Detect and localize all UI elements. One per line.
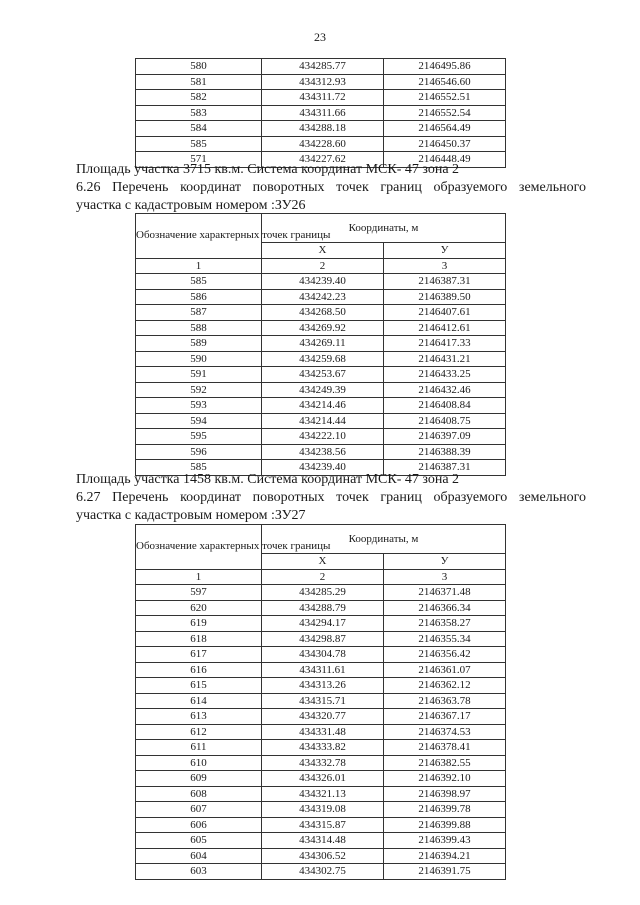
y-coordinate-cell: 2146356.42 [384,647,506,663]
point-number-cell: 586 [136,289,262,305]
point-number-cell: 594 [136,413,262,429]
header-coordinates: Координаты, м [262,525,506,554]
x-coordinate-cell: 434319.08 [262,802,384,818]
table-row [136,367,506,383]
x-coordinate-cell: 434288.18 [262,121,384,137]
point-number-cell: 603 [136,864,262,880]
header-col-number-1: 1 [136,258,262,274]
point-number-cell: 615 [136,678,262,694]
table-row [136,616,506,632]
table-row [136,833,506,849]
y-coordinate-cell: 2146431.21 [384,351,506,367]
page-number: 23 [314,30,326,44]
x-coordinate-cell: 434313.26 [262,678,384,694]
y-coordinate-cell: 2146392.10 [384,771,506,787]
table-row [136,429,506,445]
y-coordinate-cell: 2146363.78 [384,693,506,709]
header-x: X [262,243,384,259]
x-coordinate-cell: 434320.77 [262,709,384,725]
y-coordinate-cell: 2146358.27 [384,616,506,632]
point-number-cell: 581 [136,74,262,90]
table-row [136,600,506,616]
x-coordinate-cell: 434238.56 [262,444,384,460]
point-number-cell: 571 [136,152,262,168]
x-coordinate-cell: 434306.52 [262,848,384,864]
point-number-cell: 584 [136,121,262,137]
header-coordinates: Координаты, м [262,214,506,243]
table-row [136,724,506,740]
point-number-cell: 619 [136,616,262,632]
table-row [136,305,506,321]
x-coordinate-cell: 434314.48 [262,833,384,849]
table-row [136,786,506,802]
header-y: У [384,243,506,259]
table-row [136,274,506,290]
x-coordinate-cell: 434288.79 [262,600,384,616]
x-coordinate-cell: 434214.44 [262,413,384,429]
x-coordinate-cell: 434311.66 [262,105,384,121]
header-col-number-1: 1 [136,569,262,585]
y-coordinate-cell: 2146387.31 [384,460,506,476]
x-coordinate-cell: 434249.39 [262,382,384,398]
table-row [136,755,506,771]
point-number-cell: 592 [136,382,262,398]
y-coordinate-cell: 2146450.37 [384,136,506,152]
section-6-26-heading: 6.26 Перечень координат поворотных точек границ образуемого земельного [76,180,586,195]
x-coordinate-cell: 434228.60 [262,136,384,152]
table-row [136,848,506,864]
point-number-cell: 596 [136,444,262,460]
y-coordinate-cell: 2146399.78 [384,802,506,818]
x-coordinate-cell: 434268.50 [262,305,384,321]
point-number-cell: 608 [136,786,262,802]
coordinates-table-continued [135,58,506,168]
table-row [136,817,506,833]
point-number-cell: 616 [136,662,262,678]
area-statement-2: Площадь участка 1458 кв.м. Система координат МСК- 47 зона 2 [76,472,460,487]
point-number-cell: 585 [136,460,262,476]
point-number-cell: 587 [136,305,262,321]
x-coordinate-cell: 434311.72 [262,90,384,106]
table-row [136,59,506,75]
coordinates-table-zu26 [135,213,506,476]
x-coordinate-cell: 434239.40 [262,460,384,476]
x-coordinate-cell: 434269.92 [262,320,384,336]
header-col-number-3: 3 [384,569,506,585]
y-coordinate-cell: 2146408.84 [384,398,506,414]
y-coordinate-cell: 2146399.43 [384,833,506,849]
header-x: X [262,554,384,570]
table-row [136,771,506,787]
x-coordinate-cell: 434304.78 [262,647,384,663]
y-coordinate-cell: 2146382.55 [384,755,506,771]
table-row [136,382,506,398]
table-row [136,802,506,818]
table-row [136,74,506,90]
x-coordinate-cell: 434269.11 [262,336,384,352]
table-row [136,693,506,709]
point-number-cell: 612 [136,724,262,740]
y-coordinate-cell: 2146448.49 [384,152,506,168]
y-coordinate-cell: 2146397.09 [384,429,506,445]
x-coordinate-cell: 434315.87 [262,817,384,833]
x-coordinate-cell: 434315.71 [262,693,384,709]
header-col-number-2: 2 [262,258,384,274]
y-coordinate-cell: 2146552.51 [384,90,506,106]
x-coordinate-cell: 434285.77 [262,59,384,75]
point-number-cell: 591 [136,367,262,383]
y-coordinate-cell: 2146389.50 [384,289,506,305]
point-number-cell: 595 [136,429,262,445]
point-number-cell: 617 [136,647,262,663]
table-row [136,398,506,414]
point-number-cell: 593 [136,398,262,414]
header-y: У [384,554,506,570]
y-coordinate-cell: 2146387.31 [384,274,506,290]
point-number-cell: 609 [136,771,262,787]
table-row [136,740,506,756]
point-number-cell: 583 [136,105,262,121]
table-row [136,678,506,694]
point-number-cell: 618 [136,631,262,647]
x-coordinate-cell: 434312.93 [262,74,384,90]
point-number-cell: 588 [136,320,262,336]
y-coordinate-cell: 2146564.49 [384,121,506,137]
point-number-cell: 597 [136,585,262,601]
point-number-cell: 620 [136,600,262,616]
y-coordinate-cell: 2146361.07 [384,662,506,678]
coordinates-table-zu27 [135,524,506,880]
y-coordinate-cell: 2146546.60 [384,74,506,90]
table-row [136,864,506,880]
table-row [136,105,506,121]
header-col-number-2: 2 [262,569,384,585]
area-statement-1: Площадь участка 3715 кв.м. Система координат МСК- 47 зона 2 [76,162,460,177]
x-coordinate-cell: 434311.61 [262,662,384,678]
table-row [136,90,506,106]
y-coordinate-cell: 2146388.39 [384,444,506,460]
x-coordinate-cell: 434259.68 [262,351,384,367]
point-number-cell: 582 [136,90,262,106]
x-coordinate-cell: 434326.01 [262,771,384,787]
x-coordinate-cell: 434242.23 [262,289,384,305]
table-row [136,289,506,305]
table-row [136,320,506,336]
y-coordinate-cell: 2146433.25 [384,367,506,383]
y-coordinate-cell: 2146374.53 [384,724,506,740]
x-coordinate-cell: 434239.40 [262,274,384,290]
y-coordinate-cell: 2146552.54 [384,105,506,121]
x-coordinate-cell: 434332.78 [262,755,384,771]
table-row [136,662,506,678]
y-coordinate-cell: 2146412.61 [384,320,506,336]
table-row [136,121,506,137]
point-number-cell: 589 [136,336,262,352]
y-coordinate-cell: 2146362.12 [384,678,506,694]
point-number-cell: 604 [136,848,262,864]
point-number-cell: 611 [136,740,262,756]
header-col-number-3: 3 [384,258,506,274]
table-row [136,647,506,663]
y-coordinate-cell: 2146371.48 [384,585,506,601]
y-coordinate-cell: 2146378.41 [384,740,506,756]
table-row [136,136,506,152]
point-number-cell: 580 [136,59,262,75]
y-coordinate-cell: 2146398.97 [384,786,506,802]
point-number-cell: 605 [136,833,262,849]
table-row [136,709,506,725]
x-coordinate-cell: 434285.29 [262,585,384,601]
y-coordinate-cell: 2146432.46 [384,382,506,398]
point-number-cell: 606 [136,817,262,833]
header-point-designation: Обозначение характерных точек границы [136,214,262,259]
y-coordinate-cell: 2146417.33 [384,336,506,352]
x-coordinate-cell: 434321.13 [262,786,384,802]
point-number-cell: 613 [136,709,262,725]
x-coordinate-cell: 434331.48 [262,724,384,740]
point-number-cell: 607 [136,802,262,818]
table-row [136,413,506,429]
section-6-27-heading: 6.27 Перечень координат поворотных точек границ образуемого земельного [76,490,586,505]
x-coordinate-cell: 434214.46 [262,398,384,414]
y-coordinate-cell: 2146407.61 [384,305,506,321]
y-coordinate-cell: 2146366.34 [384,600,506,616]
table-row [136,336,506,352]
point-number-cell: 610 [136,755,262,771]
point-number-cell: 614 [136,693,262,709]
y-coordinate-cell: 2146394.21 [384,848,506,864]
table-row [136,351,506,367]
section-6-26-heading-cont: участка с кадастровым номером :ЗУ26 [76,198,306,213]
y-coordinate-cell: 2146367.17 [384,709,506,725]
x-coordinate-cell: 434294.17 [262,616,384,632]
y-coordinate-cell: 2146408.75 [384,413,506,429]
x-coordinate-cell: 434302.75 [262,864,384,880]
x-coordinate-cell: 434298.87 [262,631,384,647]
table-row [136,444,506,460]
point-number-cell: 585 [136,136,262,152]
y-coordinate-cell: 2146399.88 [384,817,506,833]
x-coordinate-cell: 434222.10 [262,429,384,445]
x-coordinate-cell: 434253.67 [262,367,384,383]
x-coordinate-cell: 434333.82 [262,740,384,756]
table-row [136,585,506,601]
point-number-cell: 590 [136,351,262,367]
table-row [136,631,506,647]
x-coordinate-cell: 434227.62 [262,152,384,168]
point-number-cell: 585 [136,274,262,290]
y-coordinate-cell: 2146495.86 [384,59,506,75]
y-coordinate-cell: 2146355.34 [384,631,506,647]
y-coordinate-cell: 2146391.75 [384,864,506,880]
header-point-designation: Обозначение характерных точек границы [136,525,262,570]
section-6-27-heading-cont: участка с кадастровым номером :ЗУ27 [76,508,306,523]
